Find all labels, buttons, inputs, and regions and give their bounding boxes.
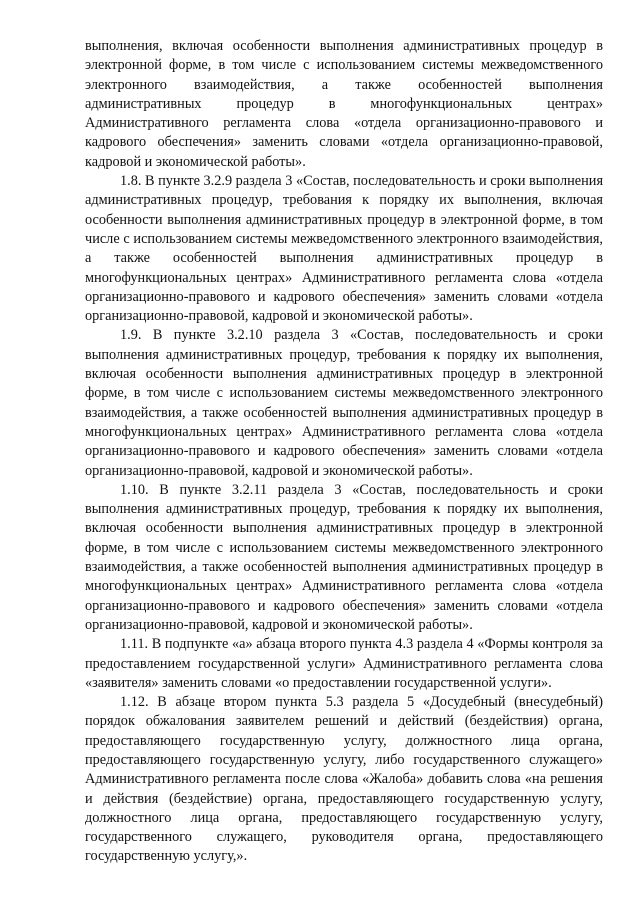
paragraph-1-9: 1.9. В пункте 3.2.10 раздела 3 «Состав, последовательность и сроки выполнения административных процедур, требования к порядку их выполнения, включая особенности выполнения административных процедур в электронной форме, в том числе с использованием системы межведомственного электронного взаимодействия, а также особенностей выполнения административных процедур в многофункциональных центрах» Административного регламента слова «отдела организационно-правового и кадрового обеспечения» заменить словами «отдела организационно-правовой, кадровой и экономической работы». xyxy=(85,327,603,479)
paragraph-1-8: 1.8. В пункте 3.2.9 раздела 3 «Состав, последовательность и сроки выполнения административных процедур, требования к порядку их выполнения, включая особенности выполнения административных процедур в электронной форме, в том числе с использованием системы межведомственного электронного взаимодействия, а также особенностей выполнения административных процедур в многофункциональных центрах» Административного регламента слова «отдела организационно-правового и кадрового обеспечения» заменить словами «отдела организационно-правовой, кадровой и экономической работы». xyxy=(85,173,604,325)
paragraph-1-11: 1.11. В подпункте «а» абзаца второго пункта 4.3 раздела 4 «Формы контроля за предоставлением государственной услуги» Административного регламента слова «заявителя» заменить словами «о предоставлении государственной услуги». xyxy=(85,636,603,691)
paragraph-1-10: 1.10. В пункте 3.2.11 раздела 3 «Состав, последовательность и сроки выполнения административных процедур, требования к порядку их выполнения, включая особенности выполнения административных процедур в электронной форме, в том числе с использованием системы межведомственного электронного взаимодействия, а также особенностей выполнения административных процедур в многофункциональных центрах» Административного регламента слова «отдела организационно-правового и кадрового обеспечения» заменить словами «отдела организационно-правовой, кадровой и экономической работы». xyxy=(85,481,603,633)
document-page xyxy=(85,37,603,867)
paragraph-continuation: выполнения, включая особенности выполнения административных процедур в электронной форме, в том числе с использованием системы межведомственного электронного взаимодействия, а также особенностей выполнения административных процедур в многофункциональных центрах» Административного регламента слова «отдела организационно-правового и кадрового обеспечения» заменить словами «отдела организационно-правовой, кадровой и экономической работы». xyxy=(85,38,603,170)
paragraph-1-12: 1.12. В абзаце втором пункта 5.3 раздела 5 «Досудебный (внесудебный) порядок обжалования заявителем решений и действий (бездействия) органа, предоставляющего государственную услугу, должностного лица органа, предоставляющего государственную услугу, либо государственного служащего» Административного регламента после слова «Жалоба» добавить слова «на решения и действия (бездействие) органа, предоставляющего государственную услугу, должностного лица органа, предоставляющего государственную услугу, государственного служащего, руководителя органа, предоставляющего государственную услугу,». xyxy=(85,694,603,865)
